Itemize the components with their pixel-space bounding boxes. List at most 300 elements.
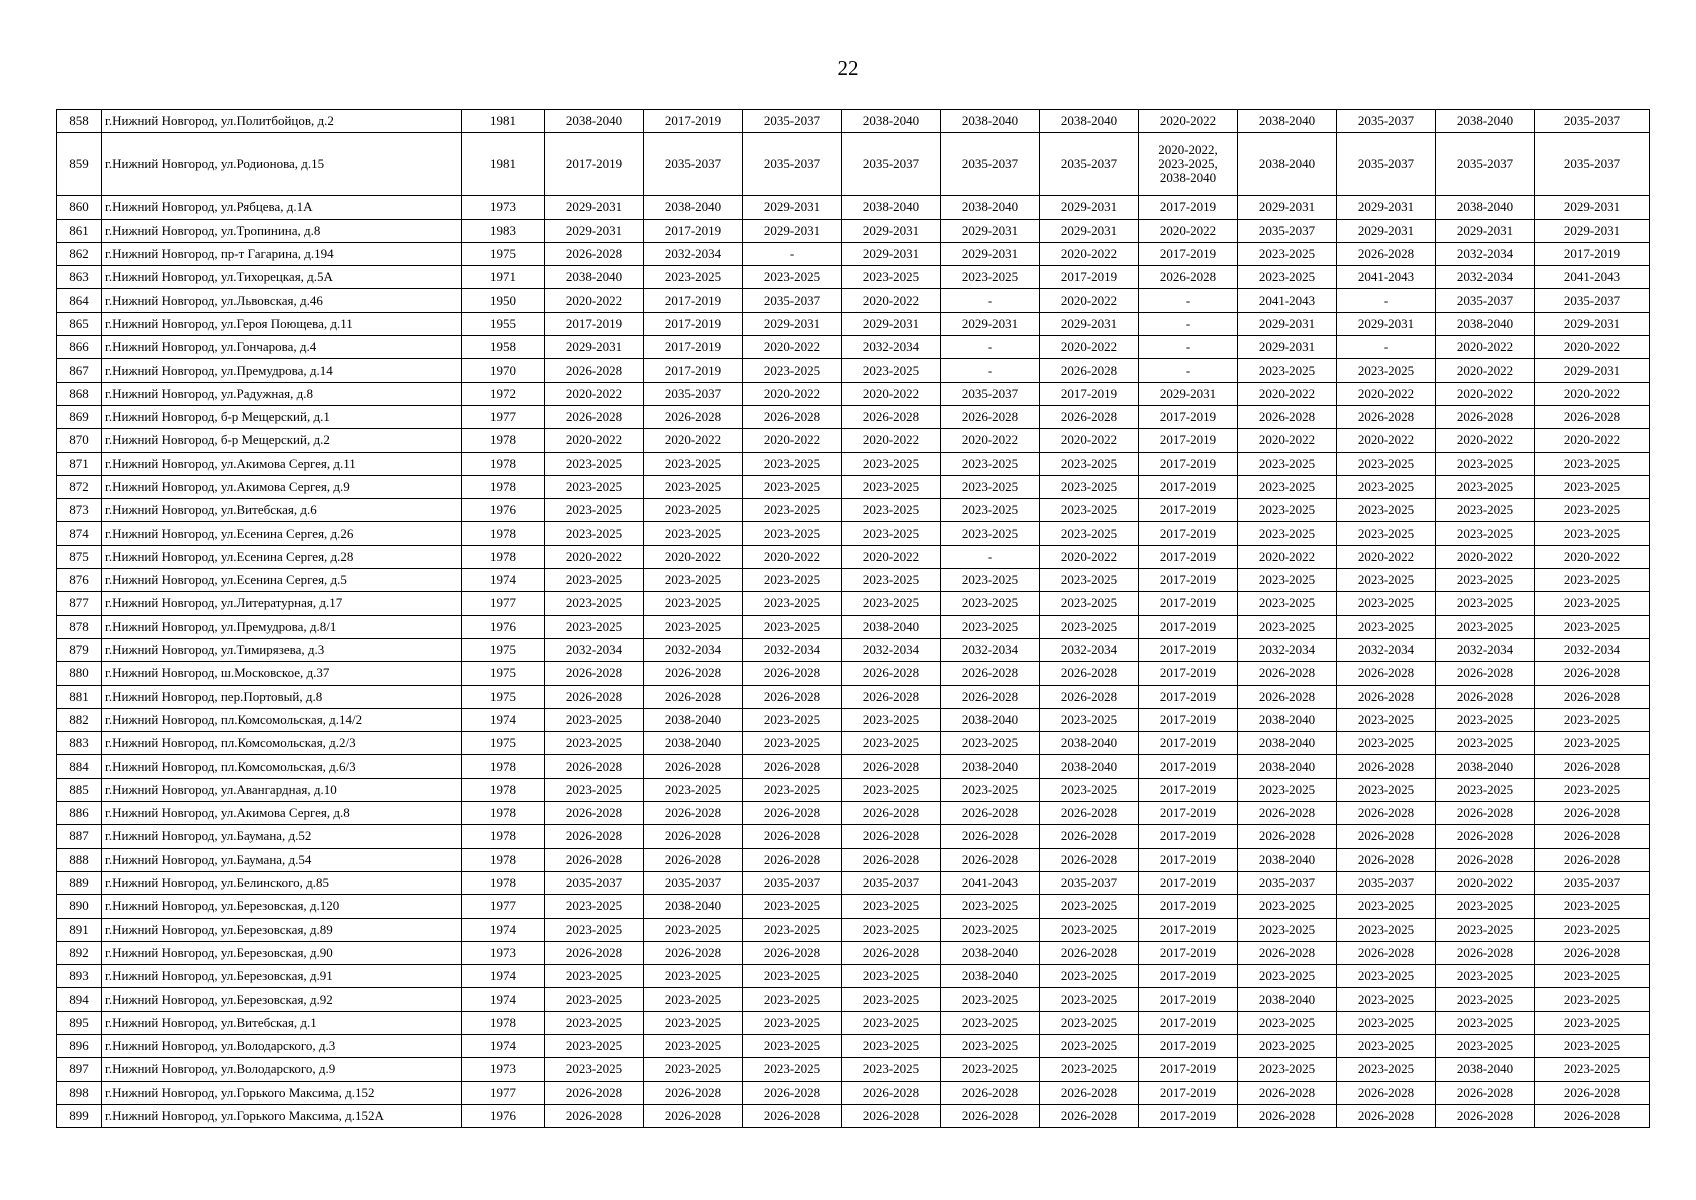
repair-period-cell: 2017-2019 bbox=[644, 110, 743, 133]
address-cell: г.Нижний Новгород, ул.Витебская, д.6 bbox=[102, 499, 462, 522]
repair-period-cell: 2020-2022 bbox=[842, 429, 941, 452]
repair-period-cell: 2026-2028 bbox=[743, 825, 842, 848]
repair-period-cell: 2026-2028 bbox=[644, 941, 743, 964]
repair-period-cell: 2035-2037 bbox=[1040, 871, 1139, 894]
repair-period-cell: 2026-2028 bbox=[644, 405, 743, 428]
table-row bbox=[57, 499, 1650, 522]
repair-period-cell: 2026-2028 bbox=[644, 662, 743, 685]
build-year-cell: 1977 bbox=[462, 1081, 545, 1104]
repair-period-cell: 2023-2025 bbox=[842, 732, 941, 755]
repair-period-cell: 2017-2019 bbox=[1139, 569, 1238, 592]
address-cell: г.Нижний Новгород, ул.Баумана, д.54 bbox=[102, 848, 462, 871]
table-row bbox=[57, 1058, 1650, 1081]
repair-period-cell: 2026-2028 bbox=[842, 755, 941, 778]
repair-period-cell: 2023-2025 bbox=[1238, 569, 1337, 592]
repair-period-cell: 2023-2025 bbox=[1238, 475, 1337, 498]
repair-period-cell: 2017-2019 bbox=[1139, 802, 1238, 825]
repair-period-cell: 2026-2028 bbox=[1535, 685, 1650, 708]
repair-period-cell: 2017-2019 bbox=[1139, 848, 1238, 871]
repair-period-cell: 2029-2031 bbox=[1238, 196, 1337, 219]
build-year-cell: 1978 bbox=[462, 802, 545, 825]
repair-period-cell: 2023-2025 bbox=[1040, 569, 1139, 592]
repair-period-cell: 2026-2028 bbox=[1436, 1081, 1535, 1104]
repair-period-cell: 2023-2025 bbox=[842, 475, 941, 498]
repair-period-cell: 2023-2025 bbox=[1436, 732, 1535, 755]
repair-period-cell: 2038-2040 bbox=[644, 732, 743, 755]
repair-period-cell: 2026-2028 bbox=[545, 825, 644, 848]
repair-period-cell: 2023-2025 bbox=[1337, 522, 1436, 545]
address-cell: г.Нижний Новгород, пр-т Гагарина, д.194 bbox=[102, 242, 462, 265]
repair-period-cell: 2023-2025 bbox=[842, 778, 941, 801]
row-number-cell: 883 bbox=[57, 732, 102, 755]
address-cell: г.Нижний Новгород, ул.Березовская, д.90 bbox=[102, 941, 462, 964]
repair-period-cell: 2020-2022 bbox=[1535, 429, 1650, 452]
repair-period-cell: 2026-2028 bbox=[743, 941, 842, 964]
build-year-cell: 1978 bbox=[462, 522, 545, 545]
repair-period-cell: 2023-2025 bbox=[644, 1058, 743, 1081]
repair-period-cell: 2017-2019 bbox=[644, 336, 743, 359]
repair-period-cell: 2026-2028 bbox=[1436, 848, 1535, 871]
table-row bbox=[57, 196, 1650, 219]
repair-period-cell: 2035-2037 bbox=[1535, 133, 1650, 196]
address-cell: г.Нижний Новгород, ул.Героя Поющева, д.11 bbox=[102, 312, 462, 335]
repair-period-cell: 2029-2031 bbox=[545, 219, 644, 242]
repair-period-cell: 2038-2040 bbox=[1238, 732, 1337, 755]
repair-period-cell: 2026-2028 bbox=[1337, 662, 1436, 685]
row-number-cell: 884 bbox=[57, 755, 102, 778]
repair-period-cell: 2017-2019 bbox=[1139, 918, 1238, 941]
row-number-cell: 896 bbox=[57, 1034, 102, 1057]
repair-period-cell: 2023-2025 bbox=[1238, 522, 1337, 545]
repair-period-cell: 2023-2025 bbox=[1238, 1011, 1337, 1034]
table-row bbox=[57, 778, 1650, 801]
repair-period-cell: 2023-2025 bbox=[1238, 1058, 1337, 1081]
address-cell: г.Нижний Новгород, пер.Портовый, д.8 bbox=[102, 685, 462, 708]
repair-period-cell: 2023-2025 bbox=[644, 452, 743, 475]
repair-period-cell: 2035-2037 bbox=[1535, 110, 1650, 133]
repair-period-cell: 2026-2028 bbox=[941, 802, 1040, 825]
repair-period-cell: 2020-2022 bbox=[545, 545, 644, 568]
repair-period-cell: 2017-2019 bbox=[1139, 1011, 1238, 1034]
address-cell: г.Нижний Новгород, ул.Рябцева, д.1А bbox=[102, 196, 462, 219]
address-cell: г.Нижний Новгород, ул.Березовская, д.92 bbox=[102, 988, 462, 1011]
repair-period-cell: 2026-2028 bbox=[941, 825, 1040, 848]
repair-period-cell: 2026-2028 bbox=[743, 662, 842, 685]
address-cell: г.Нижний Новгород, ул.Витебская, д.1 bbox=[102, 1011, 462, 1034]
repair-period-cell: 2023-2025 bbox=[1337, 1011, 1436, 1034]
repair-period-cell: 2035-2037 bbox=[1040, 133, 1139, 196]
repair-period-cell: 2023-2025 bbox=[545, 988, 644, 1011]
repair-period-cell: 2023-2025 bbox=[545, 1058, 644, 1081]
address-cell: г.Нижний Новгород, ул.Львовская, д.46 bbox=[102, 289, 462, 312]
repair-period-cell: 2029-2031 bbox=[1040, 219, 1139, 242]
repair-period-cell: 2020-2022 bbox=[1436, 336, 1535, 359]
repair-period-cell: 2026-2028 bbox=[1238, 802, 1337, 825]
repair-period-cell: 2023-2025 bbox=[1040, 452, 1139, 475]
repair-period-cell: 2026-2028 bbox=[644, 1081, 743, 1104]
repair-period-cell: 2023-2025 bbox=[941, 778, 1040, 801]
repair-period-cell: - bbox=[1337, 336, 1436, 359]
repair-period-cell: 2017-2019 bbox=[1139, 196, 1238, 219]
repair-period-cell: 2017-2019 bbox=[1139, 429, 1238, 452]
repair-period-cell: 2020-2022 bbox=[743, 336, 842, 359]
repair-period-cell: 2020-2022 bbox=[1436, 382, 1535, 405]
repair-period-cell: 2023-2025 bbox=[1436, 918, 1535, 941]
repair-period-cell: 2023-2025 bbox=[1337, 615, 1436, 638]
repair-period-cell: 2023-2025 bbox=[644, 1034, 743, 1057]
repair-period-cell: 2023-2025 bbox=[1535, 1058, 1650, 1081]
repair-period-cell: 2023-2025 bbox=[1238, 242, 1337, 265]
repair-period-cell: 2026-2028 bbox=[1139, 266, 1238, 289]
repair-period-cell: 2032-2034 bbox=[1436, 638, 1535, 661]
repair-period-cell: 2023-2025 bbox=[842, 499, 941, 522]
build-year-cell: 1974 bbox=[462, 1034, 545, 1057]
repair-period-cell: 2017-2019 bbox=[1139, 1104, 1238, 1127]
repair-period-cell: 2023-2025 bbox=[545, 522, 644, 545]
address-cell: г.Нижний Новгород, ул.Баумана, д.52 bbox=[102, 825, 462, 848]
repair-period-cell: 2026-2028 bbox=[644, 755, 743, 778]
repair-period-cell: 2035-2037 bbox=[1337, 871, 1436, 894]
repair-period-cell: 2023-2025 bbox=[941, 452, 1040, 475]
repair-period-cell: 2023-2025 bbox=[941, 522, 1040, 545]
repair-period-cell: 2017-2019 bbox=[1139, 732, 1238, 755]
repair-period-cell: 2035-2037 bbox=[1238, 219, 1337, 242]
repair-period-cell: 2017-2019 bbox=[1139, 452, 1238, 475]
repair-period-cell: 2026-2028 bbox=[842, 662, 941, 685]
repair-period-cell: 2023-2025 bbox=[644, 1011, 743, 1034]
table-row bbox=[57, 848, 1650, 871]
repair-period-cell: 2020-2022 bbox=[545, 429, 644, 452]
row-number-cell: 898 bbox=[57, 1081, 102, 1104]
table-row bbox=[57, 1081, 1650, 1104]
build-year-cell: 1978 bbox=[462, 778, 545, 801]
address-cell: г.Нижний Новгород, ул.Володарского, д.9 bbox=[102, 1058, 462, 1081]
repair-period-cell: 2038-2040 bbox=[941, 196, 1040, 219]
repair-period-cell: 2023-2025 bbox=[743, 592, 842, 615]
repair-period-cell: 2023-2025 bbox=[743, 1034, 842, 1057]
repair-period-cell: 2038-2040 bbox=[1040, 755, 1139, 778]
repair-period-cell: 2023-2025 bbox=[1535, 708, 1650, 731]
repair-period-cell: 2020-2022 bbox=[1337, 545, 1436, 568]
repair-period-cell: 2041-2043 bbox=[1337, 266, 1436, 289]
repair-period-cell: 2023-2025 bbox=[644, 266, 743, 289]
repair-period-cell: 2038-2040 bbox=[1436, 312, 1535, 335]
repair-period-cell: 2023-2025 bbox=[1436, 499, 1535, 522]
repair-period-cell: 2032-2034 bbox=[1238, 638, 1337, 661]
repair-period-cell: 2026-2028 bbox=[1238, 825, 1337, 848]
repair-period-cell: 2035-2037 bbox=[545, 871, 644, 894]
repair-period-cell: 2026-2028 bbox=[1436, 685, 1535, 708]
repair-period-cell: 2032-2034 bbox=[1535, 638, 1650, 661]
row-number-cell: 879 bbox=[57, 638, 102, 661]
build-year-cell: 1977 bbox=[462, 592, 545, 615]
build-year-cell: 1978 bbox=[462, 545, 545, 568]
repair-period-cell: 2038-2040 bbox=[644, 895, 743, 918]
address-cell: г.Нижний Новгород, ул.Березовская, д.89 bbox=[102, 918, 462, 941]
repair-period-cell: 2026-2028 bbox=[1337, 848, 1436, 871]
repair-period-cell: 2023-2025 bbox=[545, 475, 644, 498]
repair-period-cell: 2023-2025 bbox=[644, 918, 743, 941]
repair-period-cell: 2017-2019 bbox=[644, 359, 743, 382]
table-row bbox=[57, 266, 1650, 289]
repair-period-cell: 2038-2040 bbox=[842, 110, 941, 133]
repair-period-cell: 2017-2019 bbox=[1139, 941, 1238, 964]
repair-period-cell: 2038-2040 bbox=[941, 708, 1040, 731]
repair-period-cell: 2023-2025 bbox=[1535, 522, 1650, 545]
repair-period-cell: 2023-2025 bbox=[743, 475, 842, 498]
repair-period-cell: 2035-2037 bbox=[1238, 871, 1337, 894]
repair-period-cell: 2026-2028 bbox=[842, 825, 941, 848]
row-number-cell: 859 bbox=[57, 133, 102, 196]
build-year-cell: 1975 bbox=[462, 638, 545, 661]
repair-period-cell: 2023-2025 bbox=[644, 778, 743, 801]
repair-period-cell: 2026-2028 bbox=[941, 685, 1040, 708]
table-row bbox=[57, 825, 1650, 848]
repair-period-cell: 2038-2040 bbox=[941, 941, 1040, 964]
repair-period-cell: 2035-2037 bbox=[1436, 289, 1535, 312]
repair-period-cell: 2023-2025 bbox=[545, 918, 644, 941]
address-cell: г.Нижний Новгород, ул.Премудрова, д.14 bbox=[102, 359, 462, 382]
repair-period-cell: 2026-2028 bbox=[1337, 1081, 1436, 1104]
repair-period-cell: 2023-2025 bbox=[545, 895, 644, 918]
repair-period-cell: 2023-2025 bbox=[1238, 452, 1337, 475]
repair-period-cell: 2029-2031 bbox=[545, 196, 644, 219]
repair-period-cell: 2020-2022 bbox=[842, 382, 941, 405]
repair-period-cell: 2029-2031 bbox=[1337, 312, 1436, 335]
repair-period-cell: 2026-2028 bbox=[545, 755, 644, 778]
repair-period-cell: 2017-2019 bbox=[1139, 405, 1238, 428]
repair-period-cell: 2023-2025 bbox=[1436, 965, 1535, 988]
repair-period-cell: 2038-2040 bbox=[644, 196, 743, 219]
repair-period-cell: 2029-2031 bbox=[842, 312, 941, 335]
repair-period-cell: 2023-2025 bbox=[1535, 918, 1650, 941]
repair-period-cell: 2020-2022 bbox=[941, 429, 1040, 452]
repair-period-cell: 2038-2040 bbox=[941, 110, 1040, 133]
table-row bbox=[57, 405, 1650, 428]
repair-period-cell: 2029-2031 bbox=[1040, 196, 1139, 219]
repair-period-cell: 2017-2019 bbox=[1139, 242, 1238, 265]
repair-period-cell: 2023-2025 bbox=[1238, 592, 1337, 615]
repair-period-cell: 2023-2025 bbox=[743, 522, 842, 545]
row-number-cell: 887 bbox=[57, 825, 102, 848]
repair-period-cell: 2032-2034 bbox=[842, 336, 941, 359]
repair-period-cell: 2023-2025 bbox=[1436, 1011, 1535, 1034]
build-year-cell: 1974 bbox=[462, 569, 545, 592]
repair-period-cell: 2023-2025 bbox=[1436, 475, 1535, 498]
address-cell: г.Нижний Новгород, ул.Тропинина, д.8 bbox=[102, 219, 462, 242]
repair-period-cell: 2023-2025 bbox=[1238, 1034, 1337, 1057]
repair-period-cell: 2023-2025 bbox=[1337, 732, 1436, 755]
repair-period-cell: 2023-2025 bbox=[1337, 708, 1436, 731]
repair-period-cell: 2023-2025 bbox=[1238, 778, 1337, 801]
row-number-cell: 875 bbox=[57, 545, 102, 568]
repair-period-cell: 2038-2040 bbox=[545, 110, 644, 133]
repair-period-cell: 2017-2019 bbox=[1139, 895, 1238, 918]
table-row bbox=[57, 592, 1650, 615]
build-year-cell: 1978 bbox=[462, 825, 545, 848]
repair-period-cell: 2026-2028 bbox=[1436, 1104, 1535, 1127]
build-year-cell: 1976 bbox=[462, 1104, 545, 1127]
repair-period-cell: 2023-2025 bbox=[1337, 1034, 1436, 1057]
table-row bbox=[57, 452, 1650, 475]
repair-period-cell: 2026-2028 bbox=[1535, 941, 1650, 964]
repair-period-cell: 2020-2022 bbox=[743, 382, 842, 405]
repair-period-cell: 2023-2025 bbox=[1535, 965, 1650, 988]
repair-period-cell: 2026-2028 bbox=[1535, 662, 1650, 685]
repair-period-cell: 2026-2028 bbox=[545, 405, 644, 428]
repair-period-cell: 2038-2040 bbox=[1238, 988, 1337, 1011]
repair-period-cell: 2026-2028 bbox=[644, 825, 743, 848]
repair-period-cell: 2038-2040 bbox=[1040, 732, 1139, 755]
repair-period-cell: 2026-2028 bbox=[743, 405, 842, 428]
repair-period-cell: 2035-2037 bbox=[1337, 133, 1436, 196]
repair-period-cell: - bbox=[1337, 289, 1436, 312]
repair-period-cell: 2023-2025 bbox=[1535, 615, 1650, 638]
build-year-cell: 1978 bbox=[462, 452, 545, 475]
repair-period-cell: 2026-2028 bbox=[545, 685, 644, 708]
repair-period-cell: 2020-2022 bbox=[1436, 429, 1535, 452]
build-year-cell: 1978 bbox=[462, 1011, 545, 1034]
repair-period-cell: 2020-2022 bbox=[1436, 545, 1535, 568]
repair-period-cell: 2020-2022 bbox=[644, 545, 743, 568]
repair-period-cell: 2026-2028 bbox=[842, 1104, 941, 1127]
repair-period-cell: 2032-2034 bbox=[1436, 266, 1535, 289]
repair-period-cell: 2038-2040 bbox=[941, 965, 1040, 988]
repair-period-cell: 2023-2025 bbox=[743, 1058, 842, 1081]
address-cell: г.Нижний Новгород, ул.Володарского, д.3 bbox=[102, 1034, 462, 1057]
repair-period-cell: 2026-2028 bbox=[941, 1081, 1040, 1104]
repair-period-cell: 2023-2025 bbox=[545, 615, 644, 638]
repair-period-cell: 2023-2025 bbox=[1040, 1034, 1139, 1057]
repair-period-cell: 2023-2025 bbox=[941, 266, 1040, 289]
address-cell: г.Нижний Новгород, ул.Акимова Сергея, д.11 bbox=[102, 452, 462, 475]
repair-period-cell: 2017-2019 bbox=[1139, 1058, 1238, 1081]
repair-period-cell: 2017-2019 bbox=[1139, 685, 1238, 708]
repair-period-cell: 2029-2031 bbox=[1535, 359, 1650, 382]
repair-period-cell: 2020-2022 bbox=[842, 289, 941, 312]
repair-period-cell: 2026-2028 bbox=[1436, 802, 1535, 825]
repair-period-cell: 2023-2025 bbox=[1535, 1034, 1650, 1057]
repair-period-cell: 2023-2025 bbox=[941, 732, 1040, 755]
repair-period-cell: 2026-2028 bbox=[743, 685, 842, 708]
repair-period-cell: 2020-2022 bbox=[1436, 871, 1535, 894]
address-cell: г.Нижний Новгород, ул.Акимова Сергея, д.8 bbox=[102, 802, 462, 825]
repair-period-cell: 2041-2043 bbox=[941, 871, 1040, 894]
build-year-cell: 1950 bbox=[462, 289, 545, 312]
table-row bbox=[57, 918, 1650, 941]
repair-period-cell: 2020-2022 bbox=[1238, 429, 1337, 452]
repair-period-cell: 2023-2025 bbox=[1040, 895, 1139, 918]
build-year-cell: 1976 bbox=[462, 615, 545, 638]
repair-period-cell: 2023-2025 bbox=[842, 895, 941, 918]
address-cell: г.Нижний Новгород, ул.Есенина Сергея, д.28 bbox=[102, 545, 462, 568]
repair-period-cell: 2023-2025 bbox=[743, 569, 842, 592]
repair-period-cell: 2023-2025 bbox=[545, 778, 644, 801]
repair-period-cell: 2026-2028 bbox=[1535, 1081, 1650, 1104]
repair-period-cell: 2017-2019 bbox=[1139, 988, 1238, 1011]
repair-period-cell: 2023-2025 bbox=[1040, 918, 1139, 941]
repair-period-cell: 2017-2019 bbox=[1139, 662, 1238, 685]
repair-period-cell: 2026-2028 bbox=[1535, 825, 1650, 848]
build-year-cell: 1977 bbox=[462, 405, 545, 428]
repair-period-cell: 2023-2025 bbox=[842, 522, 941, 545]
repair-period-cell: 2023-2025 bbox=[1040, 708, 1139, 731]
repair-period-cell: - bbox=[1139, 359, 1238, 382]
repair-period-cell: 2032-2034 bbox=[941, 638, 1040, 661]
repair-period-cell: 2026-2028 bbox=[1535, 755, 1650, 778]
repair-period-cell: 2017-2019 bbox=[1139, 592, 1238, 615]
row-number-cell: 882 bbox=[57, 708, 102, 731]
repair-period-cell: 2023-2025 bbox=[941, 475, 1040, 498]
repair-period-cell: 2023-2025 bbox=[743, 895, 842, 918]
repair-period-cell: 2026-2028 bbox=[1040, 941, 1139, 964]
repair-period-cell: 2038-2040 bbox=[1238, 110, 1337, 133]
repair-period-cell: 2023-2025 bbox=[1337, 988, 1436, 1011]
repair-period-cell: 2026-2028 bbox=[545, 359, 644, 382]
repair-period-cell: 2038-2040 bbox=[1238, 755, 1337, 778]
repair-period-cell: 2026-2028 bbox=[545, 662, 644, 685]
repair-period-cell: 2017-2019 bbox=[1139, 708, 1238, 731]
building-repair-schedule-table bbox=[56, 109, 1650, 1128]
build-year-cell: 1955 bbox=[462, 312, 545, 335]
build-year-cell: 1978 bbox=[462, 848, 545, 871]
repair-period-cell: 2023-2025 bbox=[842, 1058, 941, 1081]
repair-period-cell: 2023-2025 bbox=[1535, 475, 1650, 498]
repair-period-cell: 2035-2037 bbox=[743, 133, 842, 196]
repair-period-cell: 2017-2019 bbox=[1139, 499, 1238, 522]
repair-period-cell: 2020-2022 bbox=[644, 429, 743, 452]
build-year-cell: 1971 bbox=[462, 266, 545, 289]
row-number-cell: 897 bbox=[57, 1058, 102, 1081]
table-row bbox=[57, 219, 1650, 242]
repair-period-cell: 2020-2022 bbox=[842, 545, 941, 568]
table-row bbox=[57, 615, 1650, 638]
repair-period-cell: 2026-2028 bbox=[1337, 802, 1436, 825]
address-cell: г.Нижний Новгород, ул.Гончарова, д.4 bbox=[102, 336, 462, 359]
address-cell: г.Нижний Новгород, ул.Родионова, д.15 bbox=[102, 133, 462, 196]
row-number-cell: 886 bbox=[57, 802, 102, 825]
repair-period-cell: 2023-2025 bbox=[743, 988, 842, 1011]
repair-period-cell: 2026-2028 bbox=[1436, 825, 1535, 848]
repair-period-cell: - bbox=[743, 242, 842, 265]
row-number-cell: 892 bbox=[57, 941, 102, 964]
repair-period-cell: 2023-2025 bbox=[644, 499, 743, 522]
repair-period-cell: 2023-2025 bbox=[1337, 1058, 1436, 1081]
row-number-cell: 873 bbox=[57, 499, 102, 522]
repair-period-cell: 2026-2028 bbox=[644, 848, 743, 871]
repair-period-cell: 2026-2028 bbox=[842, 941, 941, 964]
repair-period-cell: 2023-2025 bbox=[842, 965, 941, 988]
table-row bbox=[57, 475, 1650, 498]
repair-period-cell: 2023-2025 bbox=[743, 778, 842, 801]
repair-period-cell: 2023-2025 bbox=[743, 359, 842, 382]
build-year-cell: 1978 bbox=[462, 429, 545, 452]
row-number-cell: 881 bbox=[57, 685, 102, 708]
repair-period-cell: 2035-2037 bbox=[941, 133, 1040, 196]
address-cell: г.Нижний Новгород, пл.Комсомольская, д.14/2 bbox=[102, 708, 462, 731]
row-number-cell: 890 bbox=[57, 895, 102, 918]
address-cell: г.Нижний Новгород, ул.Есенина Сергея, д.5 bbox=[102, 569, 462, 592]
repair-period-cell: 2023-2025 bbox=[545, 569, 644, 592]
repair-period-cell: 2035-2037 bbox=[1535, 289, 1650, 312]
repair-period-cell: 2035-2037 bbox=[1337, 110, 1436, 133]
table-row bbox=[57, 312, 1650, 335]
address-cell: г.Нижний Новгород, ул.Есенина Сергея, д.26 bbox=[102, 522, 462, 545]
repair-period-cell: 2023-2025 bbox=[842, 569, 941, 592]
repair-period-cell: 2023-2025 bbox=[1436, 778, 1535, 801]
row-number-cell: 874 bbox=[57, 522, 102, 545]
repair-period-cell: 2023-2025 bbox=[1337, 452, 1436, 475]
